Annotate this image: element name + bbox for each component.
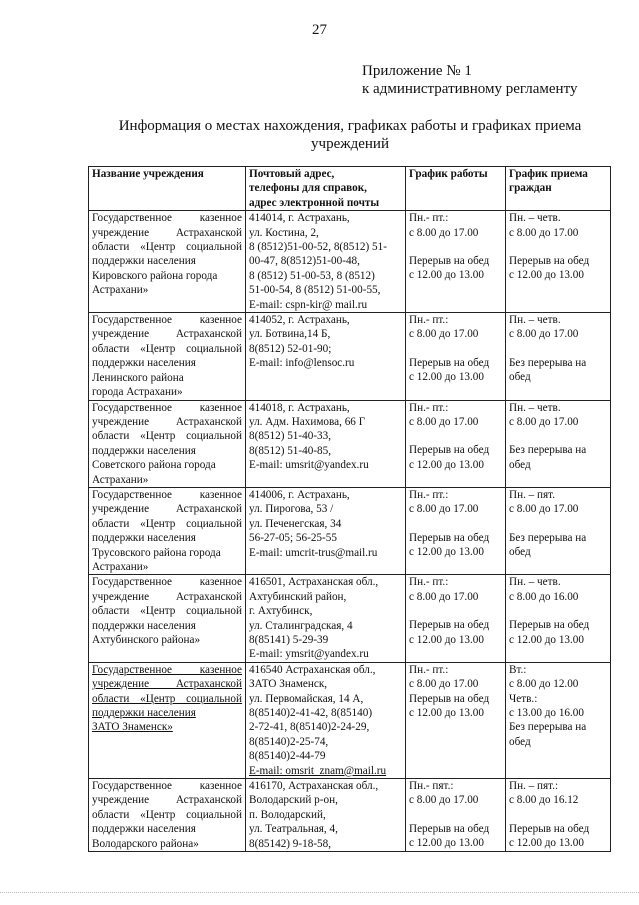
table-row bbox=[89, 779, 611, 852]
cell-line: Перерыв на обед bbox=[409, 356, 490, 369]
cell-line: Пн. – четв. bbox=[509, 576, 561, 589]
header-work-schedule: График работы bbox=[406, 167, 506, 211]
cell-line: с 8.00 до 17.00 bbox=[409, 415, 479, 428]
cell-line: с 12.00 до 13.00 bbox=[409, 546, 484, 559]
cell-work bbox=[406, 400, 506, 487]
cell-line: с 8.00 до 17.00 bbox=[409, 590, 479, 603]
cell-address bbox=[246, 487, 406, 574]
cell-line: с 8.00 до 17.00 bbox=[409, 678, 479, 691]
cell-work bbox=[406, 575, 506, 662]
cell-line: Государственное казенное bbox=[92, 314, 242, 327]
cell-line bbox=[509, 604, 607, 618]
cell-line bbox=[409, 604, 502, 618]
cell-line: Пн. – пят.: bbox=[509, 780, 559, 793]
cell-line: 8(8512) 51-40-85, bbox=[249, 444, 332, 457]
header-reception-schedule bbox=[506, 167, 611, 211]
cell-work bbox=[406, 313, 506, 400]
title-line-2: учреждений bbox=[311, 136, 389, 152]
cell-line: с 12.00 до 13.00 bbox=[409, 458, 484, 471]
cell-line: 414052, г. Астрахань, bbox=[249, 314, 350, 327]
cell-reception bbox=[506, 662, 611, 778]
cell-line: 8(8512) 52-01-90; bbox=[249, 342, 332, 355]
cell-line: Трусовского района города bbox=[92, 546, 221, 559]
cell-name bbox=[89, 779, 246, 852]
cell-line: 416170, Астраханская обл., bbox=[249, 780, 379, 793]
cell-line: Перерыв на обед bbox=[509, 619, 590, 632]
cell-line: ул. Театральная, 4, bbox=[249, 823, 338, 836]
cell-line: Пн.- пят.: bbox=[409, 780, 454, 793]
cell-line bbox=[409, 517, 502, 531]
table-row bbox=[89, 211, 611, 313]
table-row bbox=[89, 662, 611, 778]
cell-line: с 8.00 до 17.00 bbox=[409, 328, 479, 341]
cell-line: 414018, г. Астрахань, bbox=[249, 401, 350, 414]
cell-line: 416540 Астраханская обл., bbox=[249, 663, 376, 676]
cell-line: Государственное казенное bbox=[92, 780, 242, 793]
cell-name bbox=[89, 313, 246, 400]
cell-reception bbox=[506, 779, 611, 852]
cell-line: обед bbox=[509, 458, 531, 471]
cell-line: поддержки населения bbox=[92, 619, 196, 632]
cell-line: E-mail: umsrit@yandex.ru bbox=[249, 459, 369, 472]
cell-line: E-mail: ymsrit@yandex.ru bbox=[249, 648, 369, 661]
cell-line: поддержки населения bbox=[92, 444, 196, 457]
cell-line: с 8.00 до 16.12 bbox=[509, 794, 579, 807]
cell-line: E-mail: info@lensoc.ru bbox=[249, 357, 355, 370]
cell-line: Вт.: bbox=[509, 663, 527, 676]
cell-line: поддержки населения bbox=[92, 532, 196, 545]
cell-line: 2-72-41, 8(85140)2-24-29, bbox=[249, 721, 370, 734]
cell-line: Государственное казенное bbox=[92, 576, 242, 589]
cell-work bbox=[406, 487, 506, 574]
cell-line: с 8.00 до 17.00 bbox=[409, 226, 479, 239]
cell-line: области «Центр социальной bbox=[92, 430, 242, 443]
cell-line bbox=[409, 808, 502, 822]
cell-line: 00-47, 8(8512)51-00-48, bbox=[249, 255, 360, 268]
cell-line bbox=[509, 517, 607, 531]
table-row bbox=[89, 313, 611, 400]
cell-line: ул. Адм. Нахимова, 66 Г bbox=[249, 415, 366, 428]
cell-line: Пн. – пят. bbox=[509, 488, 556, 501]
cell-line: с 12.00 до 13.00 bbox=[409, 837, 484, 850]
cell-line: ул. Первомайская, 14 А, bbox=[249, 692, 364, 705]
cell-line: ул. Пирогова, 53 / bbox=[249, 503, 334, 516]
cell-line: города Астрахани» bbox=[92, 386, 183, 399]
cell-line: Государственное казенное bbox=[92, 401, 242, 414]
header-reception-line: График приема bbox=[509, 168, 588, 180]
cell-line: обед bbox=[509, 371, 531, 384]
cell-line: учреждение Астраханской bbox=[92, 590, 242, 603]
cell-line: с 12.00 до 13.00 bbox=[409, 371, 484, 384]
cell-line: области «Центр социальной bbox=[92, 241, 242, 254]
cell-line: Володарского района» bbox=[92, 837, 199, 850]
cell-line: учреждение Астраханской bbox=[92, 328, 242, 341]
cell-line: E-mail: omsrit_znam@mail.ru bbox=[249, 764, 387, 777]
header-address-line: телефоны для справок, bbox=[249, 182, 367, 195]
cell-reception bbox=[506, 400, 611, 487]
cell-line: обед bbox=[509, 546, 531, 559]
cell-line: 8(8512) 51-40-33, bbox=[249, 430, 332, 443]
cell-line: области «Центр социальной bbox=[92, 808, 242, 821]
cell-line bbox=[409, 342, 502, 356]
cell-line: с 12.00 до 13.00 bbox=[509, 269, 584, 282]
header-address-line: адрес электронной почты bbox=[249, 196, 380, 209]
cell-line bbox=[509, 240, 607, 254]
cell-line: Государственное казенное bbox=[92, 663, 242, 676]
cell-line: области «Центр социальной bbox=[92, 517, 242, 530]
cell-work bbox=[406, 779, 506, 852]
cell-line: с 8.00 до 16.00 bbox=[509, 590, 579, 603]
appendix-label bbox=[362, 62, 622, 98]
cell-line bbox=[509, 429, 607, 443]
cell-line: 8(85140)2-25-74, bbox=[249, 735, 329, 748]
cell-line: с 8.00 до 17.00 bbox=[509, 415, 579, 428]
cell-line: Пн. – четв. bbox=[509, 212, 561, 225]
cell-address bbox=[246, 400, 406, 487]
appendix-line-1: Приложение № 1 bbox=[362, 63, 472, 79]
header-address bbox=[246, 167, 406, 211]
cell-line: Без перерыва на bbox=[509, 444, 587, 457]
cell-line: 414014, г. Астрахань, bbox=[249, 212, 350, 225]
cell-name bbox=[89, 400, 246, 487]
cell-line: с 8.00 до 12.00 bbox=[509, 678, 579, 691]
cell-line: Без перерыва на bbox=[509, 356, 587, 369]
cell-line: учреждение Астраханской bbox=[92, 415, 242, 428]
cell-line: с 8.00 до 17.00 bbox=[409, 794, 479, 807]
cell-line: с 12.00 до 13.00 bbox=[409, 269, 484, 282]
cell-address bbox=[246, 211, 406, 313]
cell-line bbox=[409, 429, 502, 443]
cell-line: г. Ахтубинск, bbox=[249, 605, 313, 618]
cell-line: Четв.: bbox=[509, 692, 538, 705]
cell-line: Кировского района города bbox=[92, 269, 218, 282]
cell-line: Перерыв на обед bbox=[509, 822, 590, 835]
cell-line: Перерыв на обед bbox=[409, 444, 490, 457]
table-row bbox=[89, 487, 611, 574]
cell-line: области «Центр социальной bbox=[92, 605, 242, 618]
cell-line: Перерыв на обед bbox=[409, 692, 490, 705]
cell-line: ЗАТО Знаменск» bbox=[92, 721, 173, 734]
cell-line: ул. Ботвина,14 Б, bbox=[249, 328, 331, 341]
cell-line: 8(85140)2-41-42, 8(85140) bbox=[249, 707, 373, 720]
cell-line: учреждение Астраханской bbox=[92, 503, 242, 516]
cell-reception bbox=[506, 211, 611, 313]
cell-line: Без перерыва на bbox=[509, 721, 587, 734]
cell-line: 416501, Астраханская обл., bbox=[249, 576, 379, 589]
cell-line: Перерыв на обед bbox=[409, 822, 490, 835]
cell-line: E-mail: umcrit-trus@mail.ru bbox=[249, 546, 378, 559]
cell-line: Перерыв на обед bbox=[409, 531, 490, 544]
cell-name bbox=[89, 487, 246, 574]
cell-line: Ахтубинский район, bbox=[249, 590, 347, 603]
title-line-1: Информация о местах нахождения, графиках работы и графиках приема bbox=[118, 118, 582, 134]
table-row bbox=[89, 575, 611, 662]
header-reception-line: граждан bbox=[509, 182, 552, 195]
cell-line: Пн.- пт.: bbox=[409, 663, 449, 676]
cell-line: учреждение Астраханской bbox=[92, 678, 242, 691]
cell-line: Государственное казенное bbox=[92, 488, 242, 501]
cell-line: с 13.00 до 16.00 bbox=[509, 707, 584, 720]
cell-line: Пн.- пт.: bbox=[409, 314, 449, 327]
cell-line: Государственное казенное bbox=[92, 212, 242, 225]
header-address-line: Почтовый адрес, bbox=[249, 168, 335, 180]
page-number: 27 bbox=[312, 22, 327, 38]
cell-line: Советского района города bbox=[92, 459, 216, 472]
cell-address bbox=[246, 779, 406, 852]
cell-line: с 8.00 до 17.00 bbox=[509, 503, 579, 516]
cell-line: ул. Печенегская, 34 bbox=[249, 517, 342, 530]
cell-line: Астрахани» bbox=[92, 560, 149, 573]
cell-line: с 12.00 до 13.00 bbox=[409, 707, 484, 720]
cell-line: с 8.00 до 17.00 bbox=[509, 328, 579, 341]
cell-address bbox=[246, 662, 406, 778]
cell-line: Пн.- пт.: bbox=[409, 212, 449, 225]
cell-address bbox=[246, 313, 406, 400]
cell-line: Астрахани» bbox=[92, 284, 149, 297]
cell-line: Ахтубинского района» bbox=[92, 634, 201, 646]
cell-line: Володарский р-он, bbox=[249, 794, 338, 807]
scan-bottom-edge bbox=[0, 892, 639, 893]
cell-line: Астрахани» bbox=[92, 473, 149, 486]
cell-line: Перерыв на обед bbox=[409, 255, 490, 268]
cell-line: поддержки населения bbox=[92, 255, 196, 268]
cell-line: области «Центр социальной bbox=[92, 342, 242, 355]
cell-reception bbox=[506, 575, 611, 662]
cell-line: Без перерыва на bbox=[509, 531, 587, 544]
table-row bbox=[89, 400, 611, 487]
cell-line: 8 (8512) 51-00-53, 8 (8512) bbox=[249, 269, 375, 282]
cell-reception bbox=[506, 313, 611, 400]
cell-line: 8 (8512)51-00-52, 8(8512) 51- bbox=[249, 241, 387, 254]
document-title bbox=[80, 117, 620, 153]
cell-work bbox=[406, 662, 506, 778]
cell-line: Перерыв на обед bbox=[409, 619, 490, 632]
cell-line: ул. Костина, 2, bbox=[249, 226, 319, 239]
cell-name bbox=[89, 662, 246, 778]
cell-work bbox=[406, 211, 506, 313]
cell-line: учреждение Астраханской bbox=[92, 226, 242, 239]
cell-line: 8(85141) 5-29-39 bbox=[249, 634, 329, 646]
cell-line: Ленинского района bbox=[92, 371, 184, 384]
cell-line: поддержки населения bbox=[92, 357, 196, 370]
cell-address bbox=[246, 575, 406, 662]
table-header-row bbox=[89, 167, 611, 211]
cell-line bbox=[509, 342, 607, 356]
header-institution-name: Название учреждения bbox=[89, 167, 246, 211]
cell-reception bbox=[506, 487, 611, 574]
appendix-line-2: к административному регламенту bbox=[362, 81, 578, 97]
cell-line: п. Володарский, bbox=[249, 808, 326, 821]
cell-line: ул. Сталинградская, 4 bbox=[249, 619, 353, 632]
cell-name bbox=[89, 575, 246, 662]
cell-line: с 12.00 до 13.00 bbox=[509, 633, 584, 646]
cell-line: 414006, г. Астрахань, bbox=[249, 488, 350, 501]
cell-line bbox=[409, 240, 502, 254]
cell-line: Пн. – четв. bbox=[509, 314, 561, 327]
cell-line: с 12.00 до 13.00 bbox=[509, 837, 584, 850]
cell-line: Пн.- пт.: bbox=[409, 401, 449, 414]
cell-line: Перерыв на обед bbox=[509, 255, 590, 268]
cell-line: поддержки населения bbox=[92, 707, 196, 720]
cell-line: с 8.00 до 17.00 bbox=[509, 226, 579, 239]
cell-line: Пн.- пт.: bbox=[409, 488, 449, 501]
cell-line: ЗАТО Знаменск, bbox=[249, 678, 328, 691]
cell-line: E-mail: cspn-kir@ mail.ru bbox=[249, 298, 368, 311]
cell-line: 8(85140)2-44-79 bbox=[249, 750, 326, 763]
cell-line: области «Центр социальной bbox=[92, 692, 242, 705]
cell-name bbox=[89, 211, 246, 313]
cell-line: Пн.- пт.: bbox=[409, 576, 449, 589]
cell-line: Пн. – четв. bbox=[509, 401, 561, 414]
cell-line bbox=[509, 808, 607, 822]
cell-line: обед bbox=[509, 735, 531, 748]
cell-line: поддержки населения bbox=[92, 823, 196, 836]
institutions-table bbox=[88, 166, 611, 852]
cell-line: 56-27-05; 56-25-55 bbox=[249, 532, 337, 545]
cell-line: с 8.00 до 17.00 bbox=[409, 503, 479, 516]
cell-line: учреждение Астраханской bbox=[92, 794, 242, 807]
cell-line: с 12.00 до 13.00 bbox=[409, 633, 484, 646]
cell-line: 8(85142) 9-18-58, bbox=[249, 837, 332, 850]
cell-line: 51-00-54, 8 (8512) 51-00-55, bbox=[249, 284, 381, 297]
